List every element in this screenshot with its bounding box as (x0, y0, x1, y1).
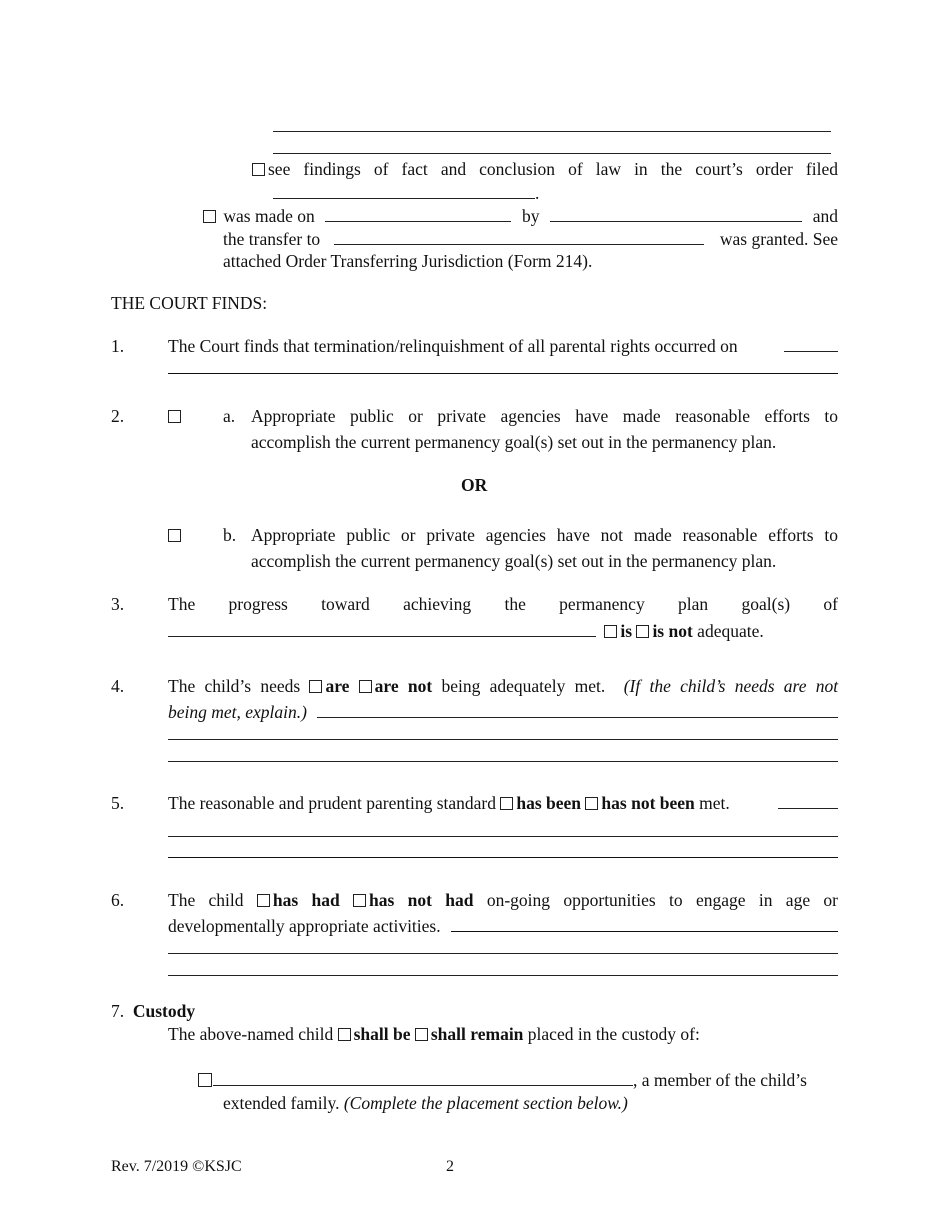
finding2a-line2: accomplish the current permanency goal(s) set out in the permanency plan. (251, 432, 777, 452)
finding6-line2 (168, 913, 838, 939)
checkbox-shall-remain[interactable] (415, 1028, 428, 1041)
are-not-label: are not (374, 676, 433, 696)
checkbox-are-not[interactable] (359, 680, 372, 693)
was-granted-label: was granted. See (719, 229, 838, 249)
was-made-on-label: was made on (223, 206, 315, 226)
checkbox-2a[interactable] (168, 410, 181, 423)
custody-line (168, 1021, 700, 1047)
custody-number: 7. (111, 1001, 125, 1021)
finding5-suffix: met. (699, 793, 730, 813)
checkbox-has-not-been[interactable] (585, 797, 598, 810)
finding-number: 6. (111, 890, 125, 910)
is-label: is (620, 621, 633, 641)
finding3-label: The progress toward achieving the permanency plan goal(s) of (168, 594, 838, 614)
checkbox-extended-family[interactable] (198, 1073, 212, 1087)
finding4-line2 (168, 699, 838, 725)
finding-number: 1. (111, 336, 125, 356)
blank-line[interactable] (273, 131, 831, 132)
by-label: by (521, 206, 540, 226)
finding1-text (168, 333, 838, 359)
finding6-suffix: on-going opportunities to engage in age or (486, 890, 838, 910)
finding6-prefix: The child (168, 890, 244, 910)
has-not-had-label: has not had (369, 890, 474, 910)
checkbox-shall-be[interactable] (338, 1028, 351, 1041)
finding2a-line1: Appropriate public or private agencies have made reasonable efforts to (251, 406, 838, 426)
checkbox[interactable] (203, 210, 216, 223)
option-letter-b: b. (223, 525, 237, 545)
extended-family-line2 (223, 1090, 628, 1116)
findings-of-fact-option (252, 156, 838, 182)
activities-field[interactable] (451, 913, 838, 932)
checkbox-has-had[interactable] (257, 894, 270, 907)
member-suffix: , a member of the child’s (633, 1070, 807, 1090)
finding6-line1 (168, 887, 838, 913)
needs-explanation-field[interactable] (317, 699, 838, 718)
checkbox[interactable] (252, 163, 265, 176)
transfer-to-label: the transfer to (223, 229, 321, 249)
family-member-field[interactable] (213, 1067, 633, 1086)
finding-number: 5. (111, 793, 125, 813)
blank-line[interactable] (273, 153, 831, 154)
blank-line[interactable] (168, 761, 838, 762)
adequate-label: adequate. (697, 621, 764, 641)
checkbox-is[interactable] (604, 625, 617, 638)
court-finds-heading: THE COURT FINDS: (111, 293, 268, 313)
finding5-prefix: The reasonable and prudent parenting standard (168, 793, 496, 813)
checkbox-has-not-had[interactable] (353, 894, 366, 907)
placement-note: (Complete the placement section below.) (343, 1093, 628, 1113)
termination-date-field[interactable] (784, 333, 838, 352)
permanency-goal-field[interactable] (168, 618, 596, 637)
and-label: and (812, 206, 838, 226)
finding-number: 3. (111, 594, 125, 614)
transfer-attached-line: attached Order Transferring Jurisdiction (Form 214). (223, 251, 593, 271)
has-not-been-label: has not been (601, 793, 695, 813)
finding3-line1 (168, 591, 838, 617)
finding3-line2 (168, 618, 764, 644)
is-not-label: is not (652, 621, 693, 641)
checkbox-2b[interactable] (168, 529, 181, 542)
finding6-line2-text: developmentally appropriate activities. (168, 916, 441, 936)
finding-number: 4. (111, 676, 125, 696)
transfer-date-field[interactable] (325, 203, 511, 222)
finding4-italic: (If the child’s needs are not (623, 676, 839, 696)
revision-footer: Rev. 7/2019 ©KSJC (111, 1158, 242, 1175)
finding1-label: The Court finds that termination/relinquishment of all parental rights occurred on (168, 336, 738, 356)
blank-line[interactable] (168, 836, 838, 837)
findings-text: see findings of fact and conclusion of law in the court’s order filed (268, 159, 838, 179)
page-number: 2 (446, 1158, 454, 1175)
finding2b-line1: Appropriate public or private agencies have not made reasonable efforts to (251, 525, 838, 545)
finding-number: 2. (111, 406, 125, 426)
blank-line[interactable] (168, 975, 838, 976)
finding4-line1 (168, 673, 838, 699)
transfer-to-field[interactable] (334, 226, 704, 245)
has-been-label: has been (516, 793, 582, 813)
finding5-line1 (168, 790, 838, 816)
shall-be-label: shall be (353, 1024, 411, 1044)
explain-note: being met, explain.) (168, 702, 307, 722)
transfer-by-field[interactable] (550, 203, 802, 222)
checkbox-has-been[interactable] (500, 797, 513, 810)
finding2b-line2: accomplish the current permanency goal(s) set out in the permanency plan. (251, 551, 777, 571)
extended-family-label: extended family. (223, 1093, 340, 1113)
custody-suffix: placed in the custody of: (527, 1024, 700, 1044)
blank-line[interactable] (168, 739, 838, 740)
custody-title: Custody (132, 1001, 196, 1021)
finding4-suffix: being adequately met. (441, 676, 606, 696)
blank-line[interactable] (168, 857, 838, 858)
checkbox-are[interactable] (309, 680, 322, 693)
order-filed-date-field[interactable]: . (273, 180, 539, 206)
shall-remain-label: shall remain (430, 1024, 524, 1044)
blank-line[interactable] (168, 373, 838, 374)
has-had-label: has had (272, 890, 340, 910)
blank-line[interactable] (168, 953, 838, 954)
or-label: OR (461, 475, 488, 495)
finding4-prefix: The child’s needs (168, 676, 301, 696)
custody-prefix: The above-named child (168, 1024, 334, 1044)
option-letter-a: a. (223, 406, 236, 426)
are-label: are (325, 676, 350, 696)
parenting-standard-field[interactable] (778, 790, 838, 809)
checkbox-is-not[interactable] (636, 625, 649, 638)
